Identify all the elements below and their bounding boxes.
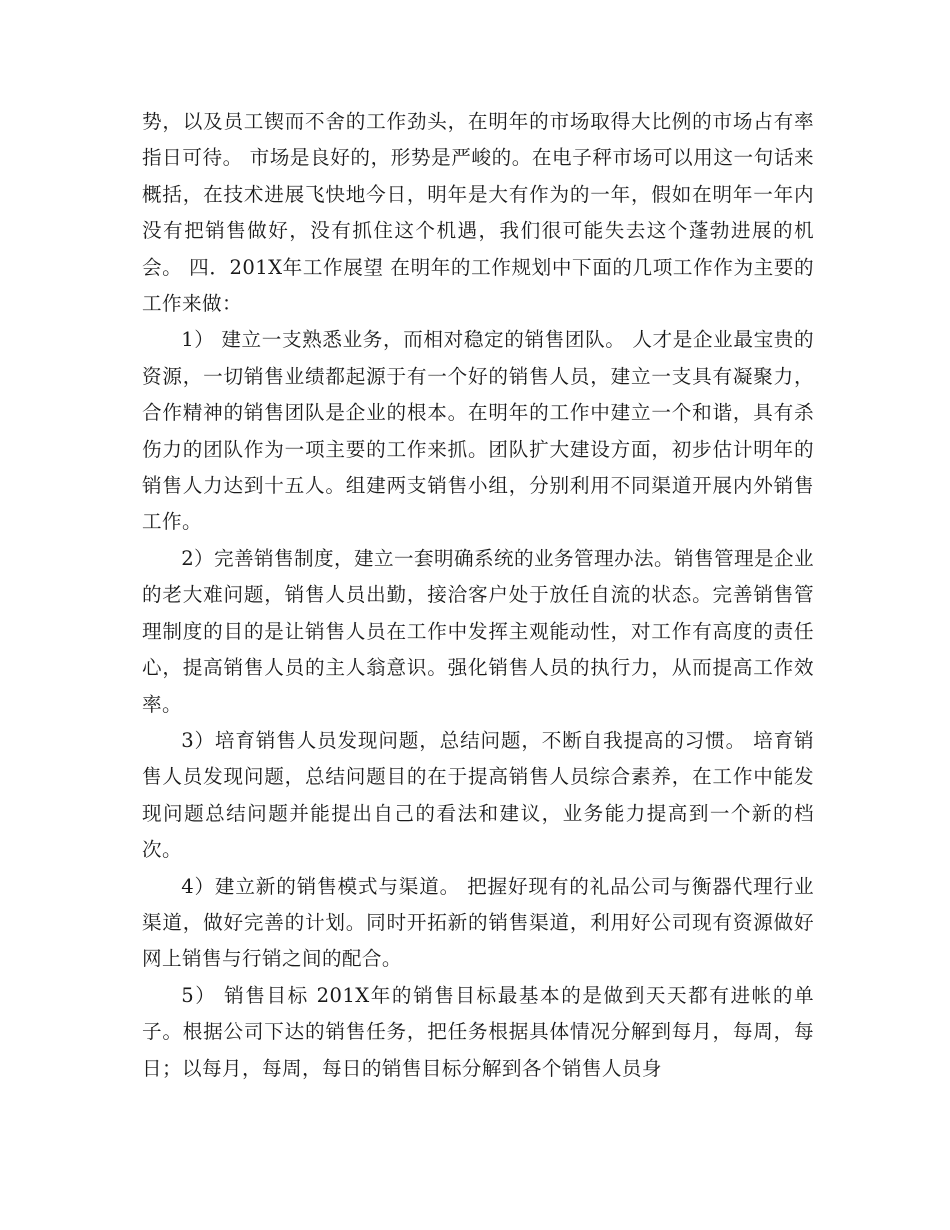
paragraph-item-4: 4）建立新的销售模式与渠道。 把握好现有的礼品公司与衡器代理行业渠道，做好完善的计划。同时开拓新的销售渠道，利用好公司现有资源做好网上销售与行销之间的配合。	[142, 874, 814, 971]
paragraph-intro: 势，以及员工锲而不舍的工作劲头，在明年的市场取得大比例的市场占有率指日可待。 市场是良好的，形势是严峻的。在电子秤市场可以用这一句话来概括，在技术进展飞快地今日，明年是大有作为的一年，假如在明年一年内没有把销售做好，没有抓住这个机遇，我们很可能失去这个蓬勃进展的机会。 四．201X年工作展望 在明年的工作规划中下面的几项工作作为主要的工作来做：	[142, 110, 814, 316]
paragraph-item-3: 3）培育销售人员发现问题，总结问题，不断自我提高的习惯。 培育销售人员发现问题，总结问题目的在于提高销售人员综合素养，在工作中能发现问题总结问题并能提出自己的看法和建议，业务能力提高到一个新的档次。	[142, 728, 814, 862]
paragraph-item-1: 1） 建立一支熟悉业务，而相对稳定的销售团队。 人才是企业最宝贵的资源，一切销售业绩都起源于有一个好的销售人员，建立一支具有凝聚力，合作精神的销售团队是企业的根本。在明年的工作中建立一个和谐，具有杀伤力的团队作为一项主要的工作来抓。团队扩大建设方面，初步估计明年的销售人力达到十五人。组建两支销售小组，分别利用不同渠道开展内外销售工作。	[142, 328, 814, 534]
paragraph-item-5: 5） 销售目标 201X年的销售目标最基本的是做到天天都有进帐的单子。根据公司下达的销售任务，把任务根据具体情况分解到每月，每周，每日；以每月，每周，每日的销售目标分解到各个销售人员身	[142, 983, 814, 1080]
document-page	[142, 104, 814, 1087]
paragraph-item-2: 2）完善销售制度，建立一套明确系统的业务管理办法。销售管理是企业的老大难问题，销售人员出勤，接洽客户处于放任自流的状态。完善销售管理制度的目的是让销售人员在工作中发挥主观能动性，对工作有高度的责任心，提高销售人员的主人翁意识。强化销售人员的执行力，从而提高工作效率。	[142, 546, 814, 716]
